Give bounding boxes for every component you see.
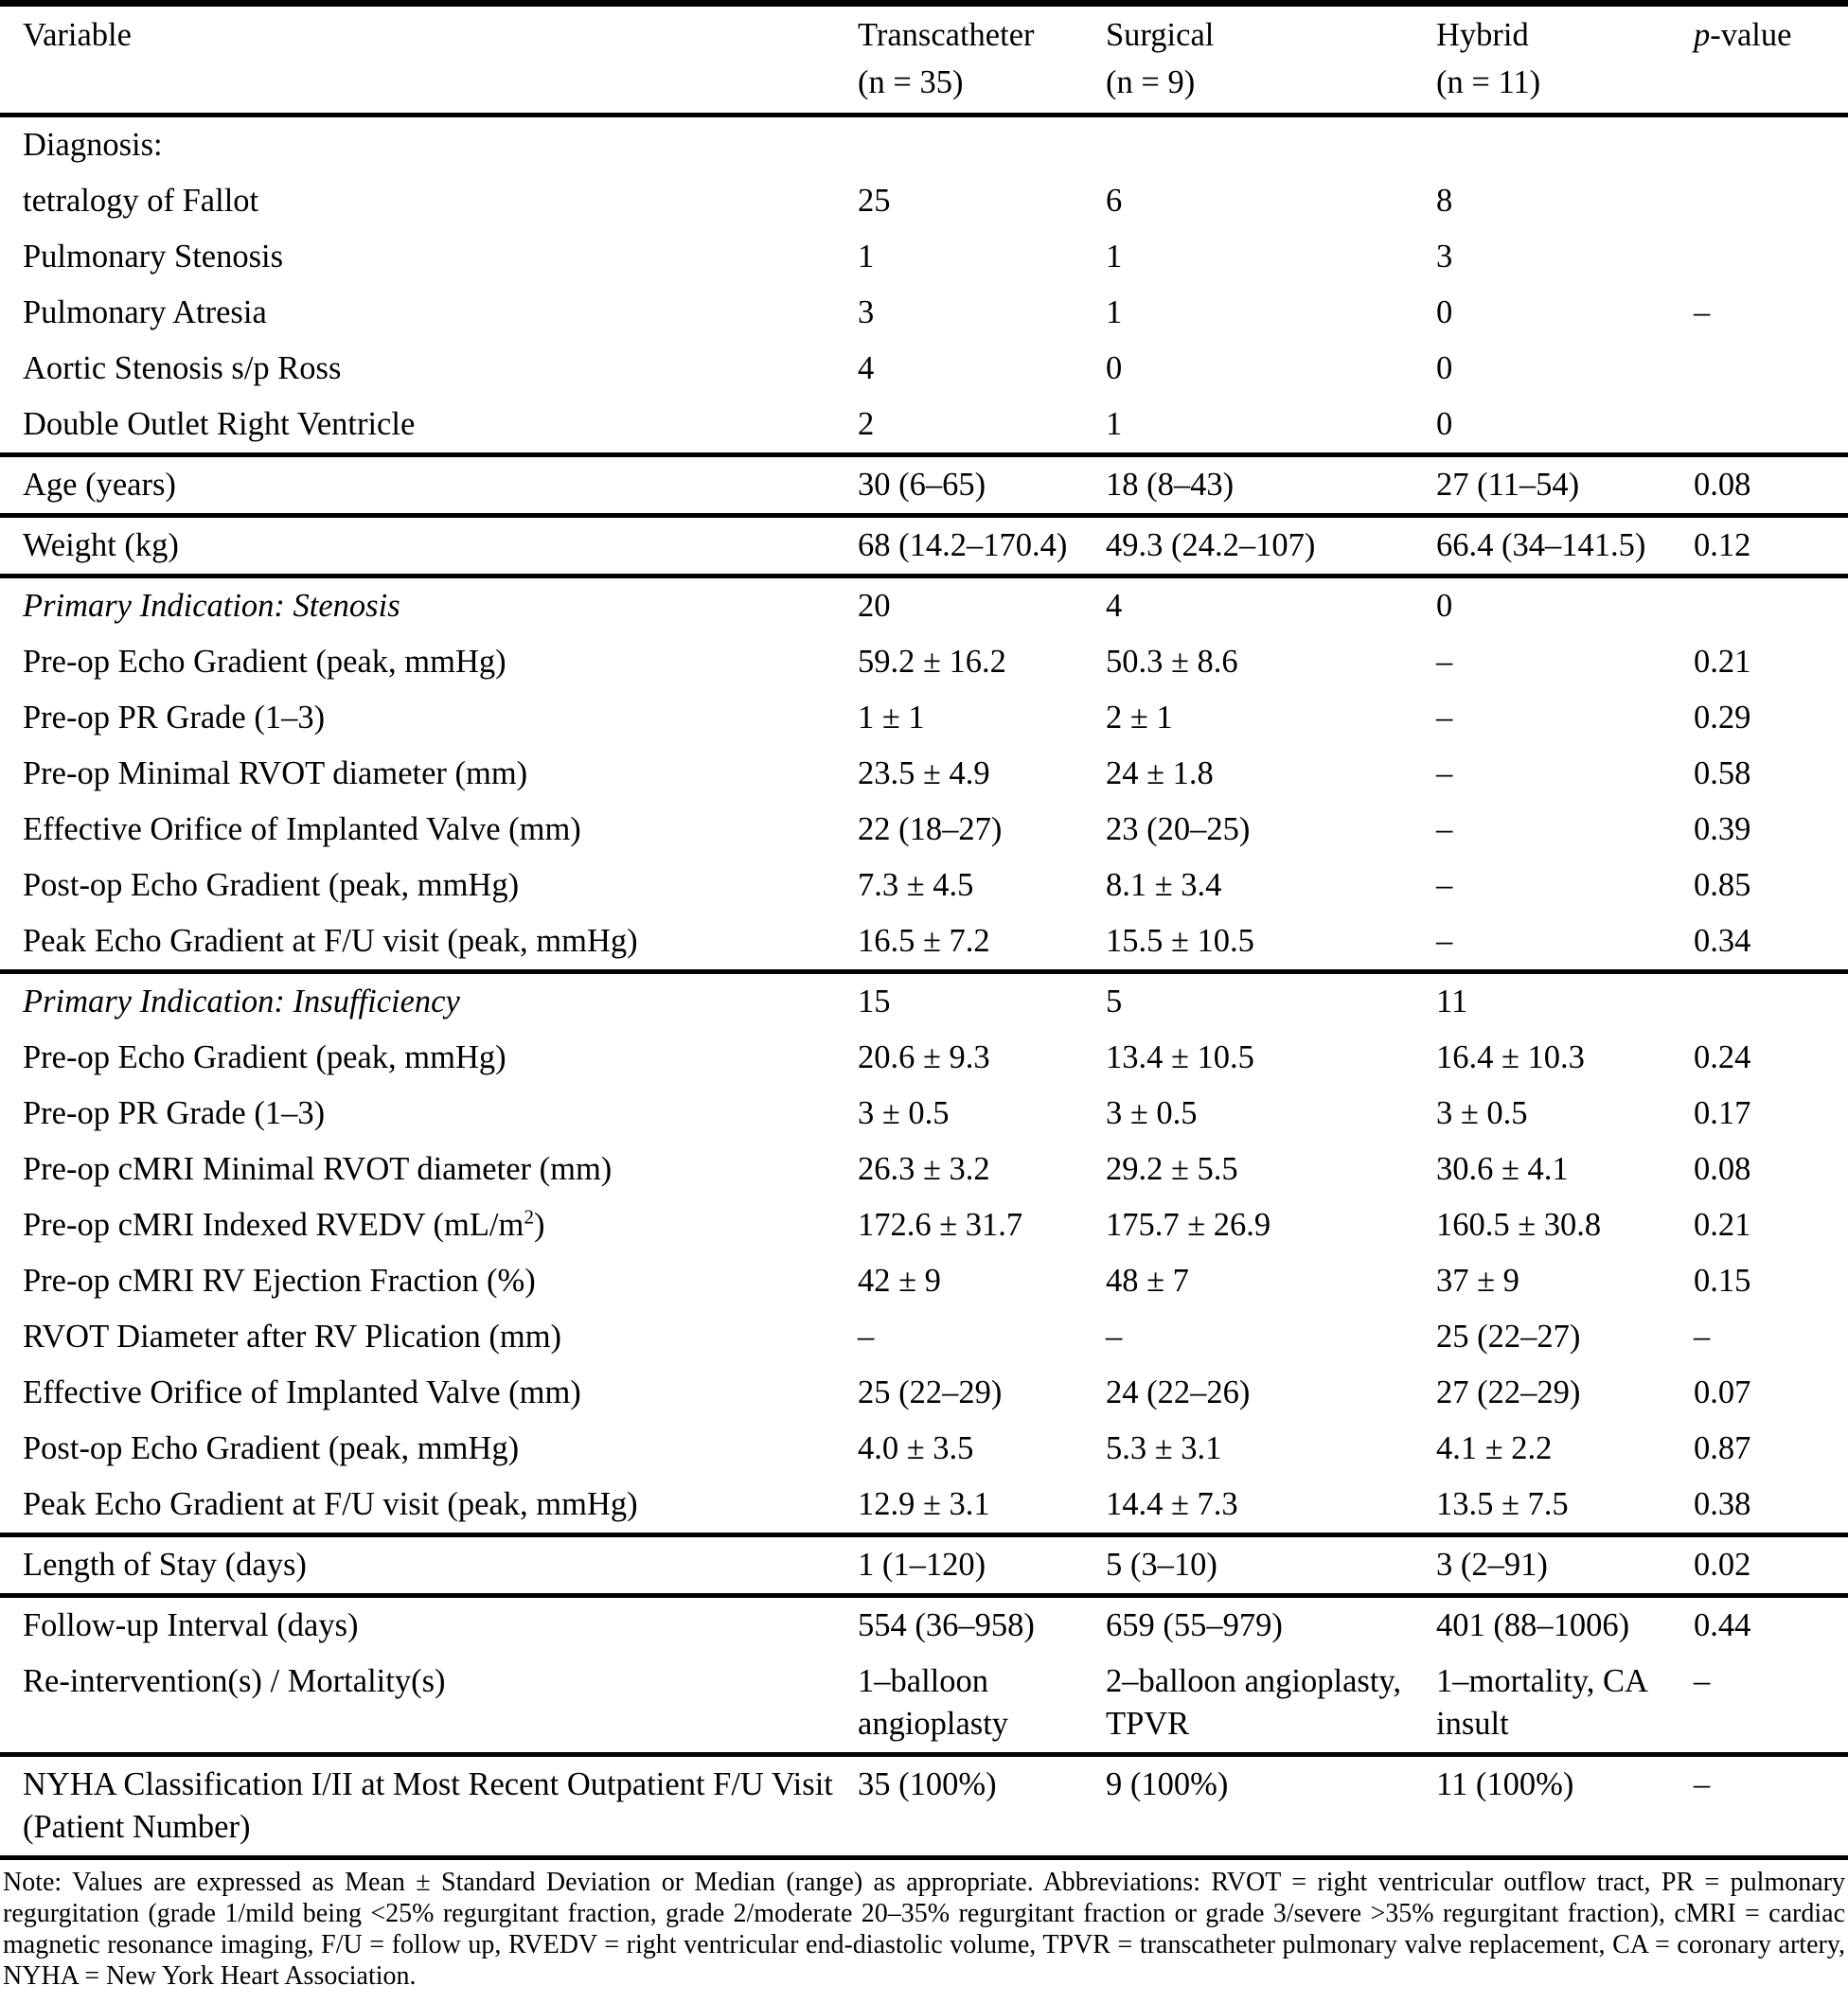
cell-transcatheter: 15 [858, 984, 891, 1019]
table-row-rvot-after-plication [0, 1309, 1848, 1365]
row-label: Aortic Stenosis s/p Ross [23, 350, 342, 386]
row-label: Pre-op cMRI RV Ejection Fraction (%) [23, 1263, 536, 1299]
cell-transcatheter: 2 [858, 406, 875, 442]
cell-hybrid: – [1436, 755, 1453, 791]
column-header-hybrid [1436, 7, 1694, 113]
cell-pvalue: 0.12 [1694, 527, 1751, 563]
table-row-primary-indication-stenosis [0, 578, 1848, 634]
cell-hybrid: 160.5 ± 30.8 [1436, 1207, 1602, 1243]
cell-surgical: 1 [1106, 406, 1123, 442]
cell-pvalue [1694, 578, 1848, 592]
cell-hybrid: 27 (22–29) [1436, 1374, 1581, 1410]
row-label: Pre-op Minimal RVOT diameter (mm) [23, 755, 528, 791]
table-row-age [0, 457, 1848, 513]
row-label: Primary Indication: Stenosis [23, 588, 400, 624]
cell-surgical: 5 [1106, 984, 1123, 1019]
cell-transcatheter: 554 (36–958) [858, 1607, 1035, 1643]
cell-hybrid: 1–mortality, CA insult [1436, 1663, 1647, 1742]
cell-transcatheter: 20 [858, 588, 891, 624]
column-header-variable [0, 7, 858, 65]
row-label: Follow-up Interval (days) [23, 1607, 359, 1643]
row-label: NYHA Classification I/II at Most Recent Outpatient F/U Visit (Patient Number) [23, 1766, 833, 1845]
table-row-preop-cmri-minimal-rvot [0, 1142, 1848, 1197]
cell-transcatheter: 12.9 ± 3.1 [858, 1486, 990, 1522]
header-line: Hybrid [1436, 17, 1529, 53]
row-label: Peak Echo Gradient at F/U visit (peak, mmHg) [23, 1486, 638, 1522]
row-label: Pre-op PR Grade (1–3) [23, 700, 326, 736]
cell-surgical: 23 (20–25) [1106, 811, 1251, 847]
cell-pvalue: 0.02 [1694, 1547, 1751, 1583]
row-label: Pulmonary Atresia [23, 294, 267, 330]
cell-hybrid: 30.6 ± 4.1 [1436, 1151, 1569, 1187]
row-label: Post-op Echo Gradient (peak, mmHg) [23, 867, 520, 903]
row-label: Length of Stay (days) [23, 1547, 307, 1583]
cell-transcatheter: 172.6 ± 31.7 [858, 1207, 1023, 1243]
cell-pvalue: 0.21 [1694, 644, 1751, 680]
cell-pvalue [1694, 117, 1848, 131]
header-n: (n = 11) [1436, 64, 1541, 100]
table-row-reintervention-mortality [0, 1654, 1848, 1752]
cell-hybrid: 401 (88–1006) [1436, 1607, 1630, 1643]
cell-transcatheter: 1–balloon angioplasty [858, 1663, 1009, 1742]
cell-surgical: 5.3 ± 3.1 [1106, 1430, 1222, 1466]
row-label [0, 1197, 858, 1253]
table-row-preop-minimal-rvot [0, 746, 1848, 802]
cell-hybrid: 3 ± 0.5 [1436, 1095, 1528, 1131]
cell-hybrid: 3 (2–91) [1436, 1547, 1548, 1583]
table-row-primary-indication-insufficiency [0, 974, 1848, 1030]
cell-transcatheter: 23.5 ± 4.9 [858, 755, 990, 791]
cell-transcatheter: 20.6 ± 9.3 [858, 1039, 990, 1075]
row-label: Pre-op cMRI Minimal RVOT diameter (mm) [23, 1151, 613, 1187]
cell-transcatheter: 3 ± 0.5 [858, 1095, 950, 1131]
cell-surgical: 29.2 ± 5.5 [1106, 1151, 1238, 1187]
cell-surgical: 659 (55–979) [1106, 1607, 1283, 1643]
cell-hybrid: – [1436, 867, 1453, 903]
cell-pvalue: 0.15 [1694, 1263, 1751, 1299]
column-header-transcatheter [858, 7, 1106, 113]
cell-pvalue [1694, 229, 1848, 242]
table-row-effective-orifice-insufficiency [0, 1365, 1848, 1421]
cell-pvalue: – [1694, 294, 1711, 330]
row-label: Effective Orifice of Implanted Valve (mm) [23, 1374, 581, 1410]
cell-transcatheter: 25 (22–29) [858, 1374, 1003, 1410]
cell-surgical: 1 [1106, 294, 1123, 330]
row-label: Age (years) [23, 467, 176, 503]
cell-hybrid: 3 [1436, 239, 1453, 275]
cell-surgical [1106, 117, 1436, 131]
cell-pvalue: – [1694, 1319, 1711, 1355]
cell-transcatheter: – [858, 1319, 875, 1355]
cell-transcatheter: 59.2 ± 16.2 [858, 644, 1006, 680]
cell-pvalue [1694, 397, 1848, 410]
cell-hybrid: 11 [1436, 984, 1468, 1019]
table-row-pulmonary-stenosis [0, 229, 1848, 285]
cell-transcatheter: 1 [858, 239, 875, 275]
table-row-pulmonary-atresia [0, 285, 1848, 341]
row-label: Post-op Echo Gradient (peak, mmHg) [23, 1430, 520, 1466]
cell-pvalue: 0.24 [1694, 1039, 1751, 1075]
cell-hybrid: – [1436, 644, 1453, 680]
label-text-end: ) [534, 1207, 545, 1243]
row-label: Diagnosis: [23, 127, 163, 163]
cell-surgical: 49.3 (24.2–107) [1106, 527, 1316, 563]
cell-transcatheter: 4.0 ± 3.5 [858, 1430, 974, 1466]
cell-surgical: 24 (22–26) [1106, 1374, 1251, 1410]
table-row-effective-orifice-stenosis [0, 802, 1848, 858]
cell-pvalue [1694, 173, 1848, 186]
cell-pvalue: – [1694, 1766, 1711, 1802]
cell-pvalue: 0.07 [1694, 1374, 1751, 1410]
header-line: Transcatheter [858, 17, 1035, 53]
cell-transcatheter: 4 [858, 350, 875, 386]
cell-pvalue: 0.58 [1694, 755, 1751, 791]
row-label: Double Outlet Right Ventricle [23, 406, 416, 442]
cell-surgical: 1 [1106, 239, 1123, 275]
table-row-preop-pr-grade-stenosis [0, 690, 1848, 746]
row-label: Pre-op Echo Gradient (peak, mmHg) [23, 644, 506, 680]
table-footnote: Note: Values are expressed as Mean ± Standard Deviation or Median (range) as appropriate. Abbreviations: RVOT = right ventricular outflow tract, PR = pulmonary regurgitation (grade 1/mild being <25% regurgitant fraction, grade 2/moderate 20–35% regurgitant fraction or grade 3/severe >35% regurgitant fraction), cMRI = cardiac magnetic resonance imaging, F/U = follow up, RVEDV = right ventricular end-diastolic volume, TPVR = transcatheter pulmonary valve replacement, CA = coronary artery, NYHA = New York Heart Association. [3, 1868, 1845, 1991]
cell-hybrid: 16.4 ± 10.3 [1436, 1039, 1585, 1075]
cell-surgical: 14.4 ± 7.3 [1106, 1486, 1238, 1522]
cell-surgical: 8.1 ± 3.4 [1106, 867, 1222, 903]
cell-hybrid: 27 (11–54) [1436, 467, 1580, 503]
cell-surgical: 5 (3–10) [1106, 1547, 1217, 1583]
table-row-preop-echo-gradient-insufficiency [0, 1030, 1848, 1086]
table-row-preop-cmri-indexed-rvedv [0, 1197, 1848, 1253]
cell-hybrid: – [1436, 811, 1453, 847]
row-label: Re-intervention(s) / Mortality(s) [23, 1663, 446, 1699]
row-label: Effective Orifice of Implanted Valve (mm) [23, 811, 581, 847]
table-row-aortic-stenosis [0, 341, 1848, 397]
cell-surgical: 2 ± 1 [1106, 700, 1173, 736]
cell-transcatheter: 22 (18–27) [858, 811, 1003, 847]
table-row-postop-echo-gradient-stenosis [0, 858, 1848, 913]
cell-hybrid: – [1436, 923, 1453, 959]
header-n: (n = 9) [1106, 64, 1196, 100]
cell-hybrid: 4.1 ± 2.2 [1436, 1430, 1553, 1466]
cell-pvalue: 0.38 [1694, 1486, 1751, 1522]
table-row-weight [0, 518, 1848, 574]
cell-hybrid: 0 [1436, 588, 1453, 624]
divider-top [0, 0, 1848, 7]
cell-pvalue: 0.29 [1694, 700, 1751, 736]
row-label: Peak Echo Gradient at F/U visit (peak, mmHg) [23, 923, 638, 959]
header-n: (n = 35) [858, 64, 964, 100]
table-row-tetralogy-of-fallot [0, 173, 1848, 229]
cell-surgical: 6 [1106, 183, 1123, 219]
row-label: RVOT Diameter after RV Plication (mm) [23, 1319, 562, 1355]
cell-surgical: 13.4 ± 10.5 [1106, 1039, 1254, 1075]
cell-surgical: 3 ± 0.5 [1106, 1095, 1198, 1131]
table-row-postop-echo-gradient-insufficiency [0, 1421, 1848, 1477]
cell-hybrid: 11 (100%) [1436, 1766, 1574, 1802]
cell-pvalue: 0.39 [1694, 811, 1751, 847]
cell-transcatheter: 26.3 ± 3.2 [858, 1151, 990, 1187]
cell-surgical: 24 ± 1.8 [1106, 755, 1214, 791]
cell-transcatheter [858, 117, 1106, 131]
cell-pvalue: 0.44 [1694, 1607, 1751, 1643]
cell-surgical: 9 (100%) [1106, 1766, 1229, 1802]
cell-hybrid: 8 [1436, 183, 1453, 219]
cell-transcatheter: 42 ± 9 [858, 1263, 941, 1299]
table-row-nyha-classification [0, 1757, 1848, 1855]
row-label: Pre-op PR Grade (1–3) [23, 1095, 326, 1131]
row-label: Pulmonary Stenosis [23, 239, 284, 275]
cell-surgical: – [1106, 1319, 1123, 1355]
cell-hybrid: 13.5 ± 7.5 [1436, 1486, 1569, 1522]
cell-pvalue: 0.21 [1694, 1207, 1751, 1243]
cell-surgical: 15.5 ± 10.5 [1106, 923, 1254, 959]
cell-hybrid [1436, 117, 1694, 131]
table-header-row [0, 7, 1848, 113]
cell-pvalue: 0.85 [1694, 867, 1751, 903]
cell-surgical: 50.3 ± 8.6 [1106, 644, 1238, 680]
column-header-pvalue [1694, 7, 1848, 65]
cell-pvalue [1694, 974, 1848, 987]
p-rest: -value [1710, 17, 1792, 53]
cell-surgical: 0 [1106, 350, 1123, 386]
label-text: Pre-op cMRI Indexed RVEDV (mL/m [23, 1207, 524, 1243]
cell-surgical: 18 (8–43) [1106, 467, 1235, 503]
cell-hybrid: 0 [1436, 406, 1453, 442]
cell-hybrid: 66.4 (34–141.5) [1436, 527, 1646, 563]
cell-transcatheter: 3 [858, 294, 875, 330]
header-line [1694, 11, 1844, 59]
cell-hybrid: 0 [1436, 294, 1453, 330]
table-row-preop-echo-gradient-stenosis [0, 634, 1848, 690]
cell-pvalue: 0.34 [1694, 923, 1751, 959]
row-label: Weight (kg) [23, 527, 179, 563]
cell-pvalue: – [1694, 1663, 1711, 1699]
cell-surgical: 48 ± 7 [1106, 1263, 1189, 1299]
cell-pvalue [1694, 341, 1848, 354]
table-row-preop-cmri-rv-ef [0, 1253, 1848, 1309]
cell-transcatheter: 1 ± 1 [858, 700, 925, 736]
cell-transcatheter: 1 (1–120) [858, 1547, 986, 1583]
row-label: Pre-op Echo Gradient (peak, mmHg) [23, 1039, 506, 1075]
cell-hybrid: 37 ± 9 [1436, 1263, 1519, 1299]
table-row-double-outlet-rv [0, 397, 1848, 452]
cell-surgical: 2–balloon angioplasty, TPVR [1106, 1663, 1402, 1742]
table-row-follow-up-interval [0, 1598, 1848, 1654]
table-row-diagnosis [0, 117, 1848, 173]
table-row-length-of-stay [0, 1537, 1848, 1593]
cell-surgical: 4 [1106, 588, 1123, 624]
cell-transcatheter: 68 (14.2–170.4) [858, 527, 1068, 563]
cell-pvalue: 0.08 [1694, 1151, 1751, 1187]
cell-transcatheter: 35 (100%) [858, 1766, 997, 1802]
p-symbol: p [1694, 17, 1711, 53]
cell-transcatheter: 16.5 ± 7.2 [858, 923, 990, 959]
cell-transcatheter: 30 (6–65) [858, 467, 986, 503]
header-line: Variable [23, 17, 132, 53]
superscript: 2 [524, 1205, 535, 1229]
table-row-preop-pr-grade-insufficiency [0, 1086, 1848, 1142]
cell-surgical: 175.7 ± 26.9 [1106, 1207, 1271, 1243]
table-row-peak-echo-fu-stenosis [0, 913, 1848, 969]
cell-pvalue: 0.08 [1694, 467, 1751, 503]
cell-hybrid: – [1436, 700, 1453, 736]
cell-hybrid: 0 [1436, 350, 1453, 386]
row-label: Primary Indication: Insufficiency [23, 984, 460, 1019]
column-header-surgical [1106, 7, 1436, 113]
header-line: Surgical [1106, 17, 1215, 53]
cell-pvalue: 0.87 [1694, 1430, 1751, 1466]
cell-transcatheter: 7.3 ± 4.5 [858, 867, 974, 903]
cell-transcatheter: 25 [858, 183, 891, 219]
row-label: tetralogy of Fallot [23, 183, 259, 219]
cell-hybrid: 25 (22–27) [1436, 1319, 1581, 1355]
cell-pvalue: 0.17 [1694, 1095, 1751, 1131]
table-row-peak-echo-fu-insufficiency [0, 1477, 1848, 1533]
